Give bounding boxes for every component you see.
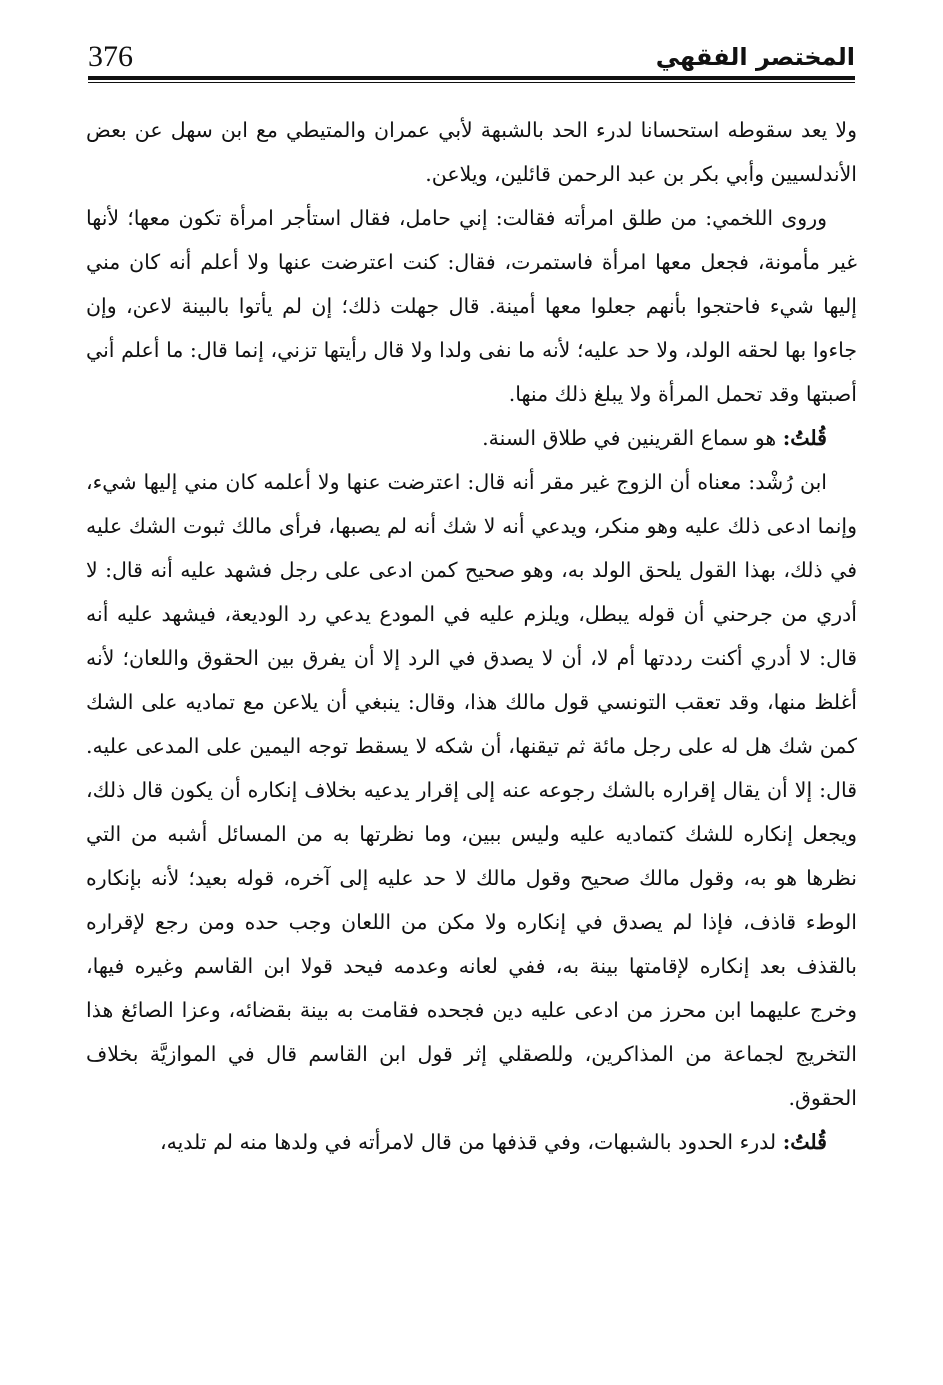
paragraph [86,108,857,196]
paragraph [86,460,857,1120]
header-rule [88,76,855,80]
page-header [88,34,855,74]
paragraph-text: ولا يعد سقوطه استحسانا لدرء الحد بالشبهة لأبي عمران والمتيطي مع ابن سهل عن بعض الأندلسيين وأبي بكر بن عبد الرحمن قائلين، ويلاعن. [86,118,857,186]
paragraph-text: وروى اللخمي: من طلق امرأته فقالت: إني حامل، فقال استأجر امرأة تكون معها؛ لأنها غير مأمونة، فجعل معها امرأة فاستمرت، فقال: كنت اعترضت عنها ولا أعلم أنه كان مني إليها شيء فاحتجوا بأنهم جعلوا معها أمينة. قال جهلت ذلك؛ إن لم يأتوا بالبينة لاعن، وإن جاءوا بها لحقه الولد، ولا حد عليه؛ لأنه ما نفى ولدا ولا قال رأيتها تزني، إنما قال: ما أعلم أني أصبتها وقد تحمل المرأة ولا يبلغ ذلك منها. [86,206,857,406]
paragraph-text: هو سماع القرينين في طلاق السنة. [482,426,783,450]
paragraph [86,1120,857,1164]
paragraph [86,196,857,416]
paragraph-text: لدرء الحدود بالشبهات، وفي قذفها من قال لامرأته في ولدها منه لم تلديه، [159,1130,783,1154]
running-title: المختصر الفقهي [655,43,855,71]
page-number: 376 [88,40,133,73]
paragraph-text: ابن رُشْد: معناه أن الزوج غير مقر أنه قال: اعترضت عنها ولا أعلمه كان مني إليها شيء، وإنما ادعى ذلك عليه وهو منكر، ويدعي أنه لا شك أنه لم يصبها، فرأى مالك ثبوت الشك عليه في ذلك، بهذا القول يلحق الولد به، وهو صحيح كمن ادعى على رجل فشهد عليه أنه قال: لا أدري من جرحني أن قوله يبطل، ويلزم عليه في المودع يدعي رد الوديعة، فيشهد عليه أنه قال: لا أدري أكنت رددتها أم لا، أن لا يصدق في الرد إلا أن يفرق بين الحقوق واللعان؛ لأنه أغلظ منها، وقد تعقب التونسي قول مالك هذا، وقال: ينبغي أن يلاعن مع تماديه على الشك كمن شك هل له على رجل مائة ثم تيقنها، أن شكه لا يسقط توجه اليمين على المدعى عليه. قال: إلا أن يقال إقراره بالشك رجوعه عنه إلى إقرار يدعيه بخلاف إنكاره أن يكون قال ذلك، ويجعل إنكاره للشك كتماديه عليه وليس ببين، وما نظرتها به من المسائل أشبه من التي نظرها هو به، وقول مالك صحيح وقول مالك لا حد عليه إلى آخره، قوله بعيد؛ لأنه بإنكاره الوطء قاذف، فإذا لم يصدق في إنكاره ولا مكن من اللعان وجب حده ومن رجع لإقراره بالقذف بعد إنكاره لإقامتها بينة به، ففي لعانه وعدمه فيحد قولا ابن القاسم وغيره فيها، وخرج عليهما ابن محرز من ادعى عليه دين فجحده فقامت به بينة بقضائه، وعزا الصائغ هذا التخريج لجماعة من المذاكرين، وللصقلي إثر قول ابن القاسم قال في الموازيَّة بخلاف الحقوق. [86,470,857,1110]
paragraph-lead: قُلتُ: [782,1130,827,1154]
paragraph [86,416,857,460]
body-text [86,108,857,1164]
header-rule-thin [88,82,855,83]
paragraph-lead: قُلتُ: [782,426,827,450]
